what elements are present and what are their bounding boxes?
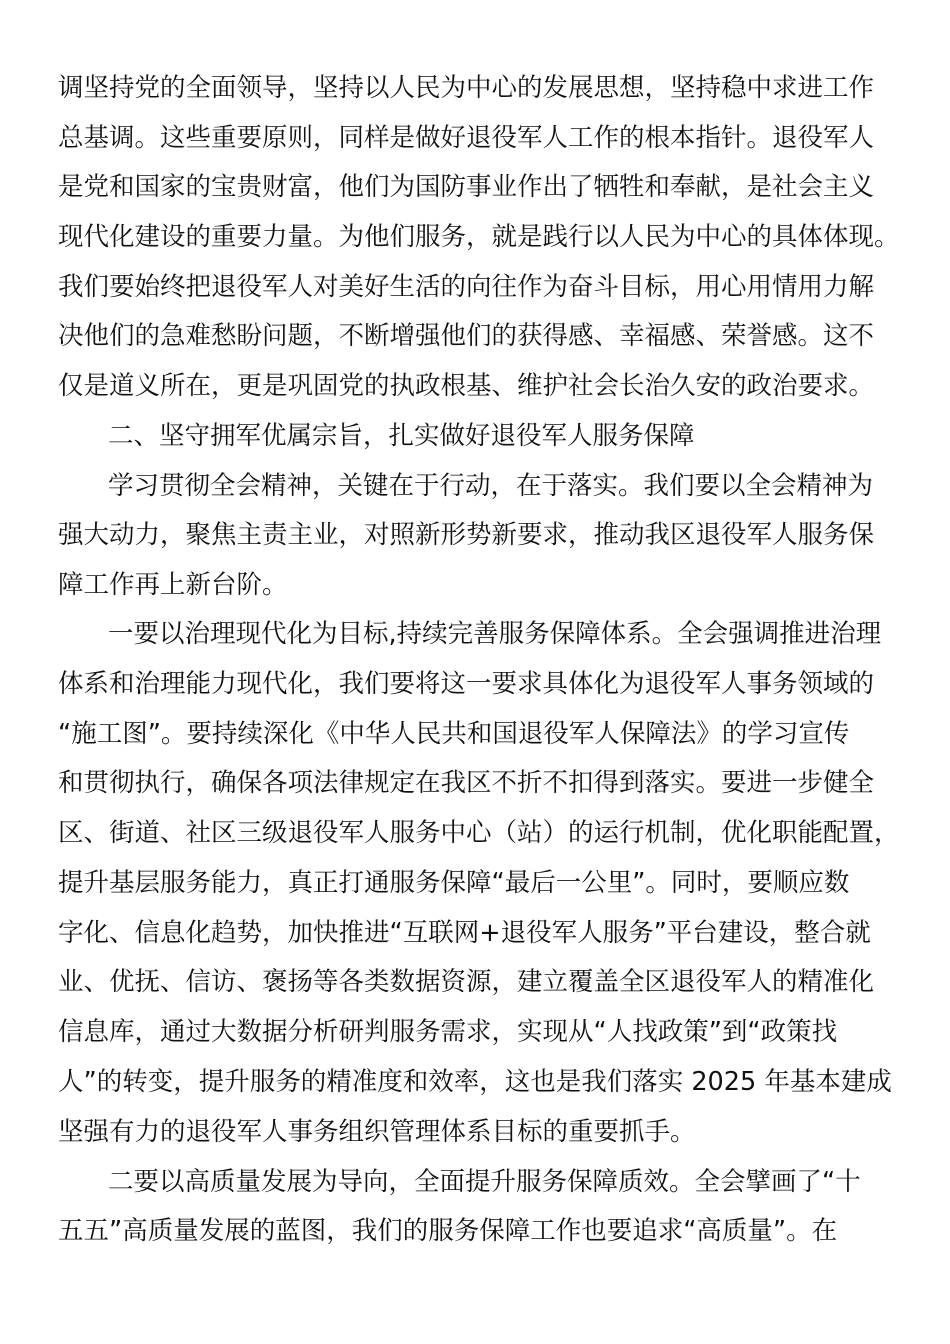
paragraph-line: 一要以治理现代化为目标,持续完善服务保障体系。全会强调推进治理	[108, 619, 882, 649]
paragraph-line: 决他们的急难愁盼问题，不断增强他们的获得感、幸福感、荣誉感。这不	[58, 321, 875, 351]
paragraph-line: 和贯彻执行，确保各项法律规定在我区不折不扣得到落实。要进一步健全	[58, 768, 875, 798]
paragraph-line: 是党和国家的宝贵财富，他们为国防事业作出了牺牲和奉献，是社会主义	[58, 172, 875, 202]
paragraph-line: 总基调。这些重要原则，同样是做好退役军人工作的根本指针。退役军人	[58, 123, 875, 153]
paragraph-line: “施工图”。要持续深化《中华人民共和国退役军人保障法》的学习宣传	[58, 719, 850, 749]
paragraph-line: 我们要始终把退役军人对美好生活的向往作为奋斗目标，用心用情用力解	[58, 272, 875, 302]
paragraph-line: 业、优抚、信访、褒扬等各类数据资源，建立覆盖全区退役军人的精准化	[58, 967, 875, 997]
paragraph-line: 区、街道、社区三级退役军人服务中心（站）的运行机制，优化职能配置，	[58, 818, 900, 848]
paragraph-line: 坚强有力的退役军人事务组织管理体系目标的重要抓手。	[58, 1117, 696, 1147]
paragraph-line: 仅是道义所在，更是巩固党的执政根基、维护社会长治久安的政治要求。	[58, 371, 875, 401]
paragraph-line: 二要以高质量发展为导向，全面提升服务保障质效。全会擘画了“十	[108, 1167, 861, 1197]
paragraph-line: 五五”高质量发展的蓝图，我们的服务保障工作也要追求“高质量”。在	[58, 1216, 838, 1246]
paragraph-line: 现代化建设的重要力量。为他们服务，就是践行以人民为中心的具体体现。	[58, 222, 900, 252]
paragraph-line: 字化、信息化趋势，加快推进“互联网+退役军人服务”平台建设，整合就	[58, 918, 871, 948]
paragraph-line: 调坚持党的全面领导，坚持以人民为中心的发展思想，坚持稳中求进工作	[58, 73, 875, 103]
paragraph-line: 障工作再上新台阶。	[58, 570, 288, 600]
paragraph-line: 强大动力，聚焦主责主业，对照新形势新要求，推动我区退役军人服务保	[58, 520, 875, 550]
section-heading: 二、坚守拥军优属宗旨，扎实做好退役军人服务保障	[108, 421, 695, 451]
paragraph-line: 提升基层服务能力，真正打通服务保障“最后一公里”。同时，要顺应数	[58, 868, 850, 898]
paragraph-line: 信息库，通过大数据分析研判服务需求，实现从“人找政策”到“政策找	[58, 1017, 838, 1047]
paragraph-line: 体系和治理能力现代化，我们要将这一要求具体化为退役军人事务领域的	[58, 669, 875, 699]
paragraph-line: 人”的转变，提升服务的精准度和效率，这也是我们落实 2025 年基本建成	[58, 1067, 892, 1097]
paragraph-line: 学习贯彻全会精神，关键在于行动，在于落实。我们要以全会精神为	[108, 471, 874, 501]
